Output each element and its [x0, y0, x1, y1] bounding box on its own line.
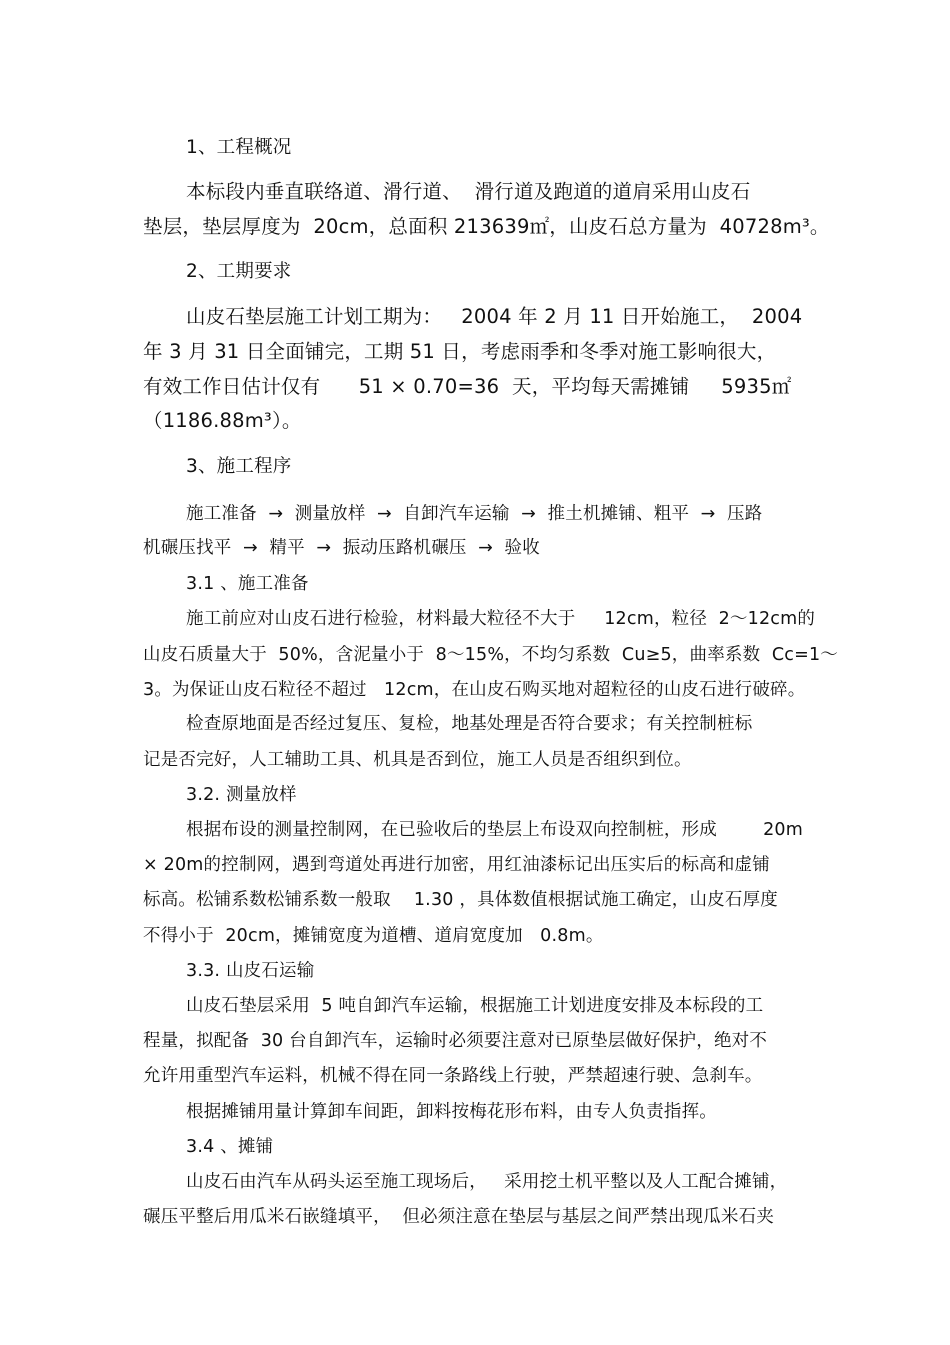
section-3-1-paragraph-line: 施工前应对山皮石进行检验，材料最大粒径不大于 12cm，粒径 2～12cm的 — [186, 609, 816, 629]
section-3-heading: 3、施工程序 — [186, 456, 292, 477]
section-2-paragraph-line: 年 3 月 31 日全面铺完，工期 51 日，考虑雨季和冬季对施工影响很大， — [143, 340, 777, 363]
section-3-2-paragraph-line: 根据布设的测量控制网，在已验收后的垫层上布设双向控制桩，形成 20m — [186, 820, 804, 840]
section-2-paragraph-line: （1186.88m³）。 — [143, 409, 302, 432]
section-3-2-heading: 3.2. 测量放样 — [186, 785, 297, 805]
section-3-1-paragraph-line: 山皮石质量大于 50%，含泥量小于 8～15%，不均匀系数 Cu≥5，曲率系数 Cc=1～ — [143, 645, 838, 665]
section-3-1-paragraph-2-line: 检查原地面是否经过复压、复检，地基处理是否符合要求；有关控制桩标 — [186, 714, 753, 734]
section-3-3-paragraph-line: 允许用重型汽车运料，机械不得在同一条路线上行驶，严禁超速行驶、急刹车。 — [143, 1066, 763, 1086]
section-2-paragraph-line: 有效工作日估计仅有 51 × 0.70=36 天，平均每天需摊铺 5935㎡ — [143, 375, 792, 398]
section-3-4-heading: 3.4 、摊铺 — [186, 1137, 274, 1157]
section-2-heading: 2、工期要求 — [186, 261, 292, 282]
section-3-3-paragraph-line: 程量，拟配备 30 台自卸汽车，运输时必须要注意对已原垫层做好保护，绝对不 — [143, 1031, 768, 1051]
section-2-paragraph-line: 山皮石垫层施工计划工期为： 2004 年 2 月 11 日开始施工， 2004 — [186, 305, 803, 328]
process-flow-line: 施工准备 → 测量放样 → 自卸汽车运输 → 推土机摊铺、粗平 → 压路 — [186, 504, 763, 524]
section-1-heading: 1、工程概况 — [186, 137, 292, 158]
section-3-2-paragraph-line: × 20m的控制网，遇到弯道处再进行加密，用红油漆标记出压实后的标高和虚铺 — [143, 855, 770, 875]
section-1-paragraph-line: 垫层，垫层厚度为 20cm，总面积 213639㎡，山皮石总方量为 40728m³。 — [143, 215, 830, 238]
section-1-paragraph-line: 本标段内垂直联络道、滑行道、 滑行道及跑道的道肩采用山皮石 — [186, 180, 751, 203]
section-3-1-heading: 3.1 、施工准备 — [186, 574, 309, 594]
section-3-1-paragraph-line: 3。为保证山皮石粒径不超过 12cm，在山皮石购买地对超粒径的山皮石进行破碎。 — [143, 680, 806, 700]
section-3-2-paragraph-line: 标高。松铺系数松铺系数一般取 1.30 ，具体数值根据试施工确定，山皮石厚度 — [143, 890, 778, 910]
section-3-3-paragraph-2: 根据摊铺用量计算卸车间距，卸料按梅花形布料，由专人负责指挥。 — [186, 1102, 717, 1122]
section-3-4-paragraph-line: 山皮石由汽车从码头运至施工现场后， 采用挖土机平整以及人工配合摊铺， — [186, 1172, 788, 1192]
section-3-3-paragraph-line: 山皮石垫层采用 5 吨自卸汽车运输，根据施工计划进度安排及本标段的工 — [186, 996, 764, 1016]
section-3-1-paragraph-2-line: 记是否完好，人工辅助工具、机具是否到位，施工人员是否组织到位。 — [143, 750, 692, 770]
section-3-2-paragraph-line: 不得小于 20cm，摊铺宽度为道槽、道肩宽度加 0.8m。 — [143, 926, 604, 946]
section-3-3-heading: 3.3. 山皮石运输 — [186, 961, 315, 981]
process-flow-line: 机碾压找平 → 精平 → 振动压路机碾压 → 验收 — [143, 538, 540, 558]
section-3-4-paragraph-line: 碾压平整后用瓜米石嵌缝填平， 但必须注意在垫层与基层之间严禁出现瓜米石夹 — [143, 1207, 775, 1227]
